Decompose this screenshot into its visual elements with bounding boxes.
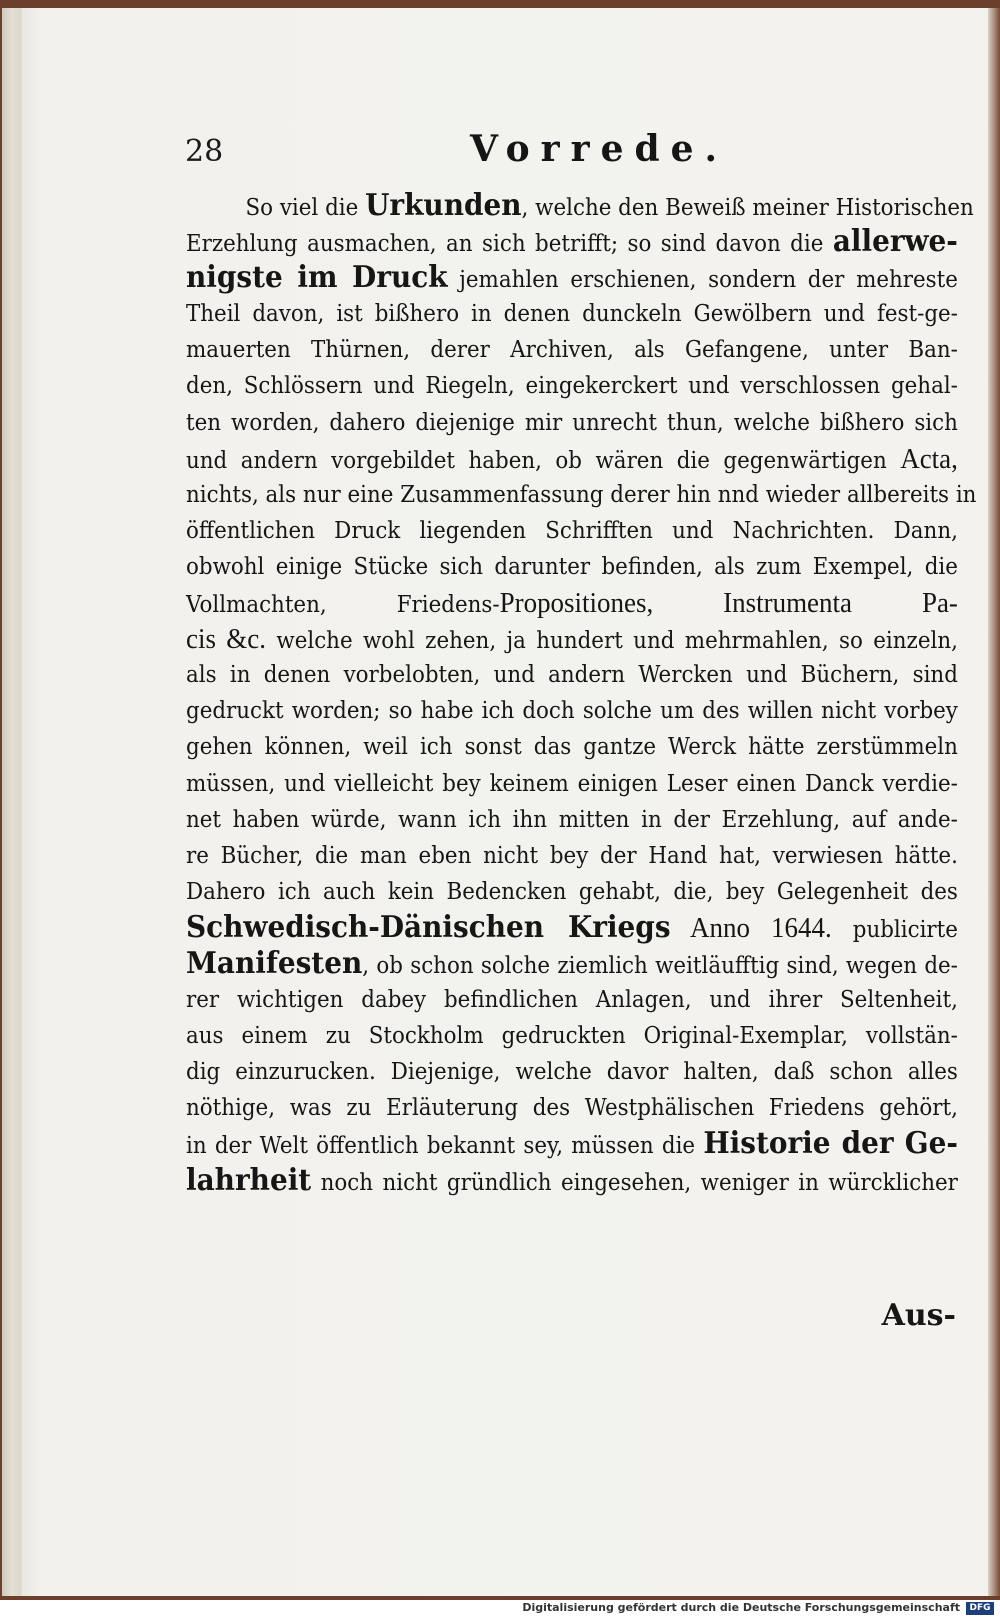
page-binding-edge	[988, 8, 1000, 1596]
emphasized-text: nigste im Druck	[186, 260, 448, 296]
text-segment: publicirte	[831, 916, 958, 943]
text-segment: gedruckt worden; so habe ich doch solche um des willen nicht vorbey	[186, 698, 958, 725]
text-segment: und andern vorgebildet haben, ob wären die gegenwärtigen	[186, 447, 901, 474]
text-segment: nichts, als nur eine Zusammenfassung derer hin nnd wieder allbereits in	[186, 481, 977, 508]
dfg-logo-icon: DFG	[966, 1602, 994, 1615]
text-line	[186, 1054, 958, 1090]
text-segment: gehen können, weil ich sonst das gantze Werck hätte zerstümmeln	[186, 734, 958, 761]
text-line	[186, 477, 977, 513]
text-segment: müssen, und vielleicht bey keinem einigen Leser einen Danck verdie-	[186, 770, 958, 797]
text-line	[186, 441, 958, 477]
text-line	[186, 188, 974, 224]
text-segment: Vollmachten, Friedens-	[186, 592, 500, 619]
text-line	[186, 296, 958, 332]
text-segment: , welche den Beweiß meiner Historischen	[521, 195, 974, 221]
text-segment: jemahlen erschienen, sondern der mehreste	[447, 267, 958, 294]
text-segment: obwohl einige Stücke sich darunter befinden, als zum Exempel, die	[186, 553, 958, 580]
text-segment: Erzehlung ausmachen, an sich betrifft; so sind davon die	[186, 231, 833, 258]
text-line	[186, 838, 958, 874]
emphasized-text: Urkunden	[365, 188, 522, 223]
text-line	[186, 1018, 958, 1054]
running-title: Vorrede.	[470, 128, 729, 170]
emphasized-text: Acta,	[900, 442, 958, 475]
text-line	[186, 549, 958, 585]
text-segment: noch nicht gründlich eingesehen, weniger in würcklicher	[311, 1169, 958, 1196]
text-line	[186, 946, 958, 982]
catchword: Aus-	[881, 1298, 956, 1333]
text-line	[186, 802, 958, 838]
text-segment: net haben würde, wann ich ihn mitten in der Erzehlung, auf ande-	[186, 806, 958, 833]
text-line	[186, 910, 958, 946]
text-segment: re Bücher, die man eben nicht bey der Hand hat, verwiesen hätte.	[186, 842, 958, 869]
text-line	[186, 766, 958, 802]
emphasized-text: Propositiones, Instrumenta Pa-	[499, 587, 958, 620]
text-segment: So viel die	[245, 195, 366, 221]
text-line	[186, 1163, 958, 1199]
emphasized-text: cis &c.	[186, 623, 266, 656]
text-line	[186, 982, 958, 1018]
text-line	[186, 260, 958, 296]
text-line	[186, 693, 958, 729]
emphasized-text: Manifesten	[186, 945, 363, 981]
text-segment: in der Welt öffentlich bekannt sey, müssen die	[186, 1133, 704, 1160]
emphasized-text: lahrheit	[186, 1162, 312, 1198]
text-segment: welche wohl zehen, ja hundert und mehrmahlen, so einzeln,	[265, 628, 958, 655]
text-segment: rer wichtigen dabey befindlichen Anlagen, und ihrer Seltenheit,	[186, 987, 958, 1014]
emphasized-text: allerwe-	[832, 224, 958, 260]
footer-credit: Digitalisierung gefördert durch die Deutsche Forschungsgemeinschaft	[522, 1601, 960, 1614]
text-segment: den, Schlössern und Riegeln, eingekerckert und verschlossen gehal-	[186, 373, 958, 400]
text-segment: ten worden, dahero diejenige mir unrecht thun, welche bißhero sich	[186, 409, 958, 436]
text-segment: mauerten Thürnen, derer Archiven, als Gefangene, unter Ban-	[186, 337, 958, 364]
text-segment: Theil davon, ist bißhero in denen dunckeln Gewölbern und fest-ge-	[186, 301, 958, 328]
text-line	[186, 1126, 958, 1162]
text-line	[186, 513, 958, 549]
text-segment: Dahero ich auch kein Bedencken gehabt, die, bey Gelegenheit des	[186, 878, 958, 905]
emphasized-text: Anno 1644.	[670, 911, 832, 944]
body-text	[186, 188, 977, 1199]
page-number: 28	[185, 134, 224, 169]
text-segment: dig einzurucken. Diejenige, welche davor halten, daß schon alles	[186, 1059, 958, 1086]
text-segment: öffentlichen Druck liegenden Schrifften und Nachrichten. Dann,	[186, 517, 958, 544]
text-line	[186, 585, 958, 621]
page-header	[0, 128, 1000, 178]
text-segment: aus einem zu Stockholm gedruckten Original-Exemplar, vollstän-	[186, 1023, 958, 1050]
text-segment: als in denen vorbelobten, und andern Wercken und Büchern, sind	[186, 662, 958, 689]
emphasized-text: Schwedisch-Dänischen Kriegs	[186, 909, 671, 945]
text-line	[186, 621, 958, 657]
text-segment: nöthige, was zu Erläuterung des Westphälischen Friedens gehört,	[186, 1095, 958, 1122]
text-line	[186, 729, 958, 765]
emphasized-text: Historie der Ge-	[703, 1126, 958, 1162]
text-line	[186, 657, 958, 693]
text-line	[186, 368, 958, 404]
text-line	[186, 1090, 958, 1126]
text-line	[186, 224, 958, 260]
text-line	[186, 405, 958, 441]
text-line	[186, 874, 958, 910]
footer	[0, 1600, 1000, 1618]
text-line	[186, 332, 958, 368]
text-segment: , ob schon solche ziemlich weitläufftig sind, wegen de-	[362, 952, 958, 979]
